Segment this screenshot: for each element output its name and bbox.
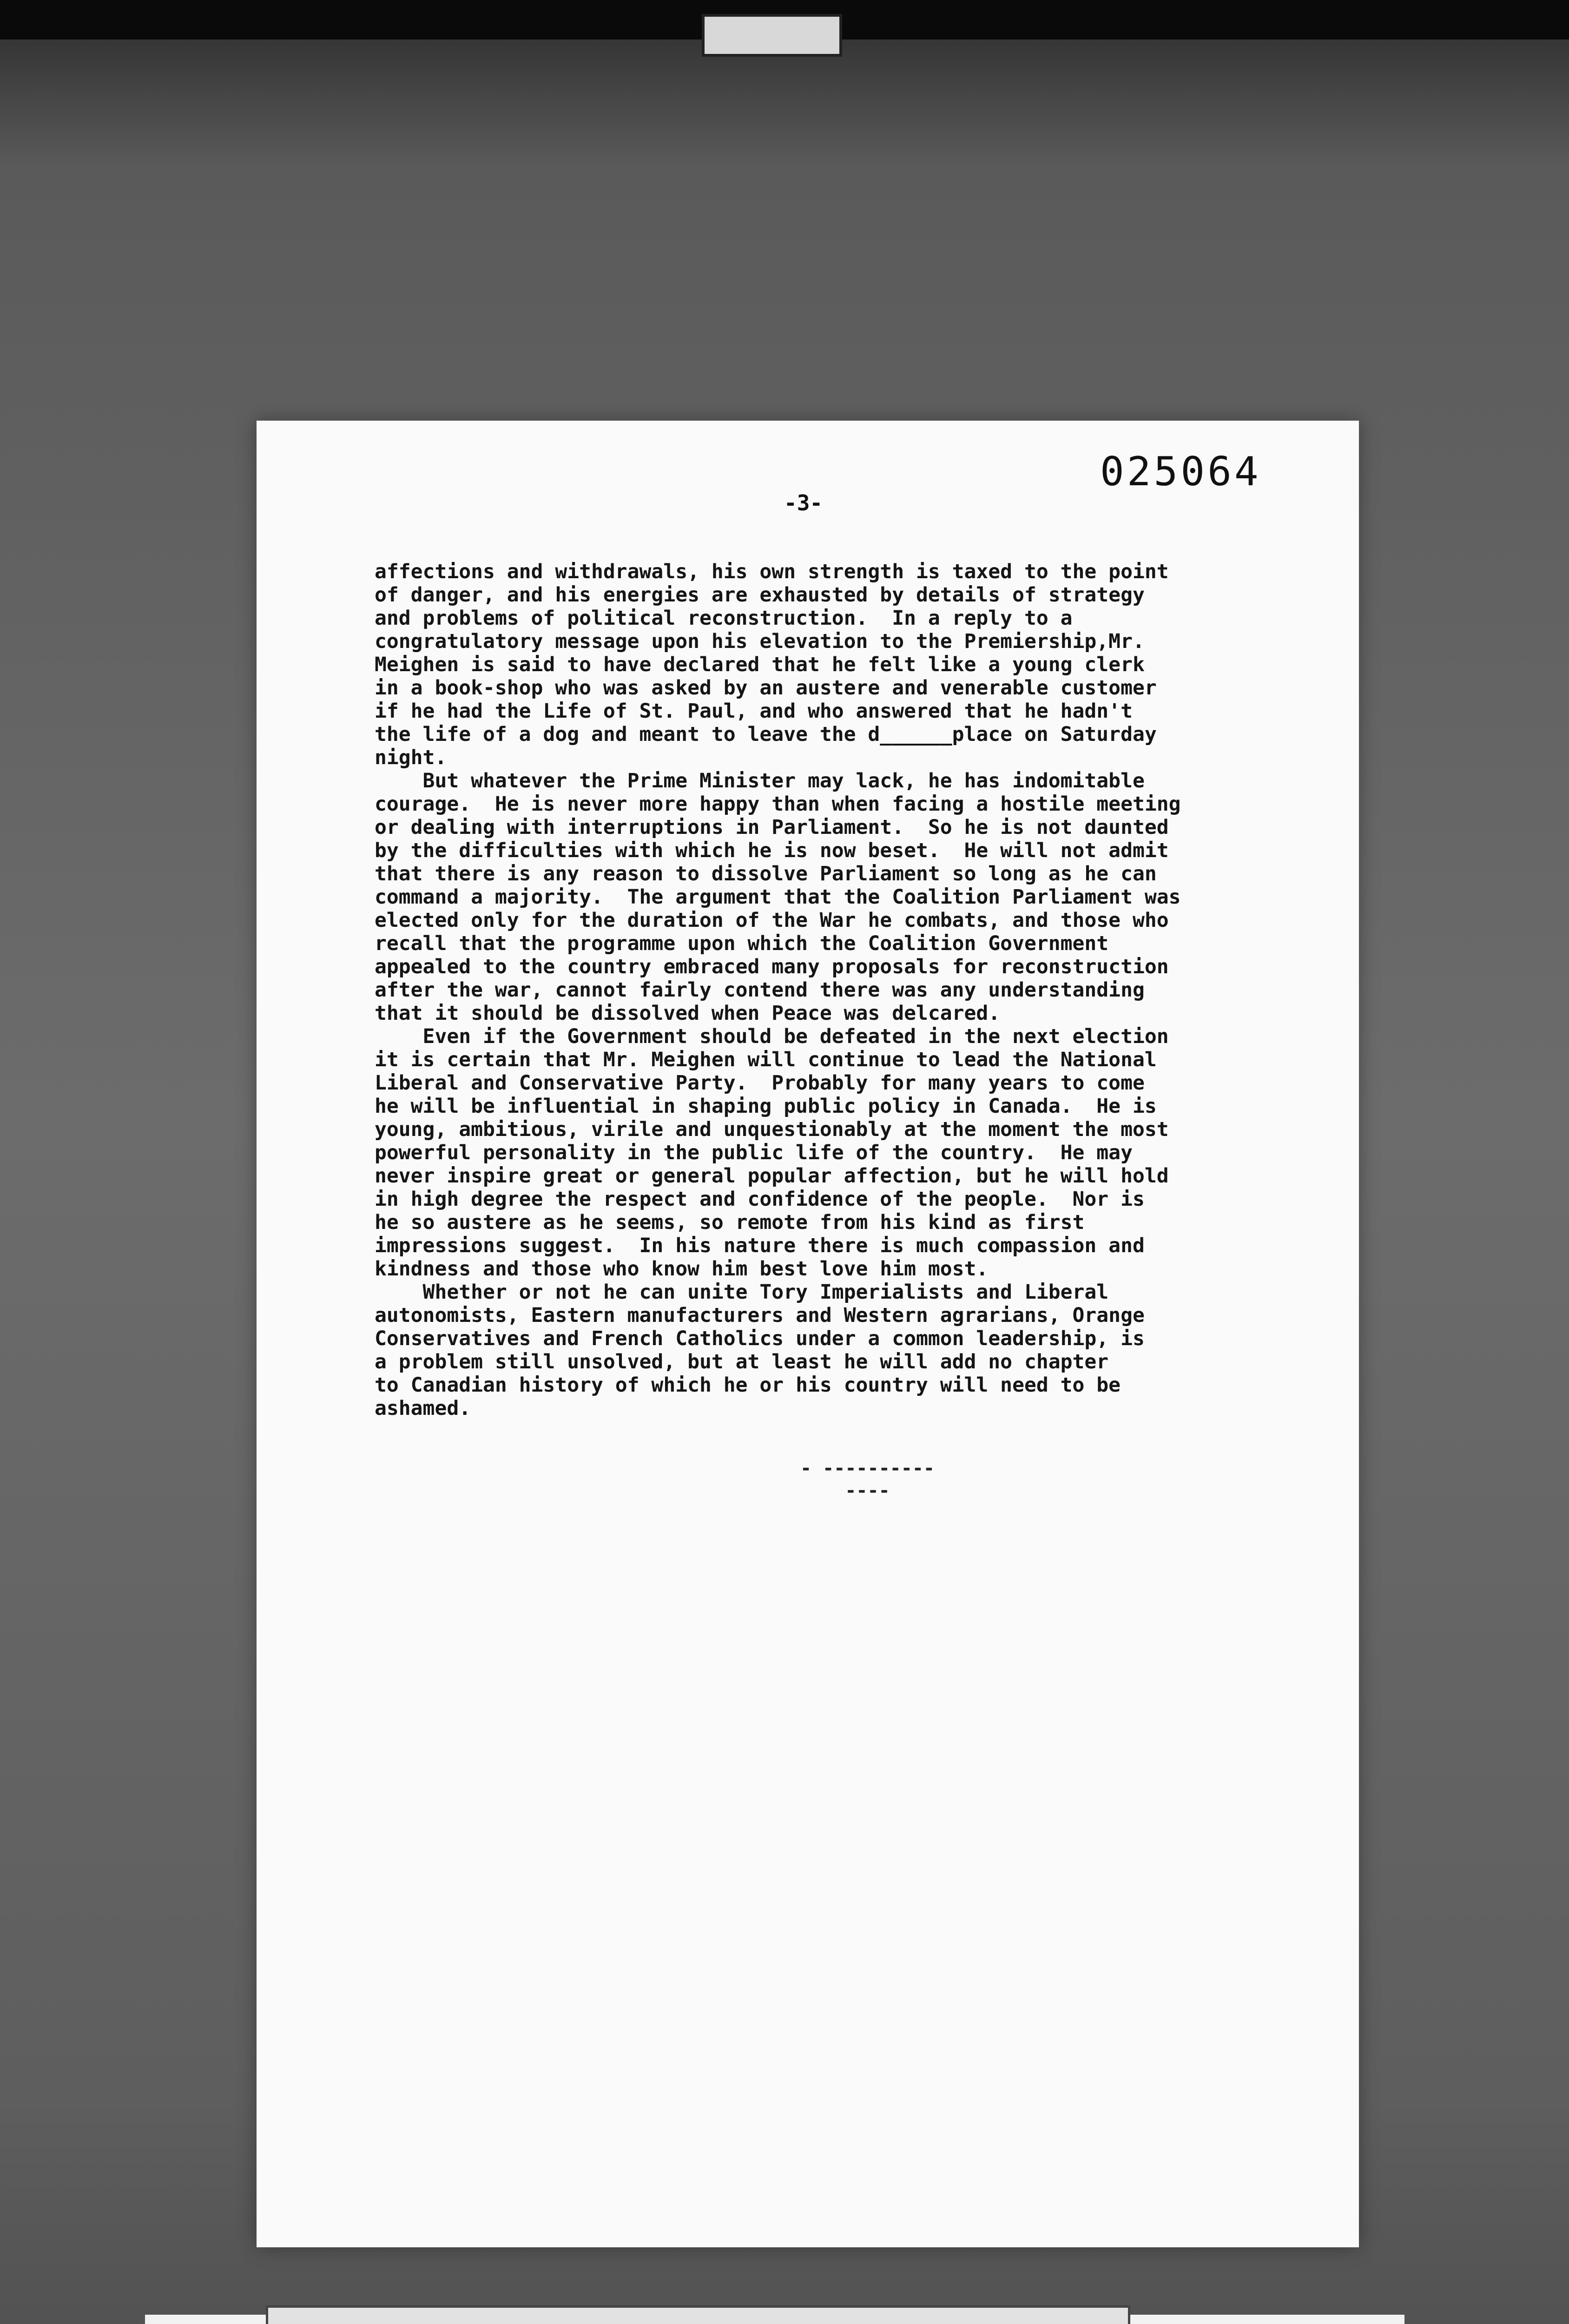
film-tab	[702, 14, 842, 57]
typed-document-page	[257, 421, 1359, 2247]
paragraph-2: But whatever the Prime Minister may lack, he has indomitable courage. He is never more happy than when facing a hostile meeting or dealing with interruptions in Parliament. So he is not daunted by the difficulties with which he is now beset. He will not admit that there is any reason to dissolve Parliament so long as he can command a majority. The argument that the Coalition Parliament was elected only for the duration of the War he combats, and those who recall that the programme upon which the Coalition Government appealed to the country embraced many proposals for reconstruction after the war, cannot fairly contend there was any understanding that it should be dissolved when Peace was delcared.	[375, 769, 1181, 1025]
paragraph-4: Whether or not he can unite Tory Imperialists and Liberal autonomists, Eastern manufacturers and Western agrarians, Orange Conservatives and French Catholics under a common leadership, is a problem still unsolved, but at least he will add no chapter to Canadian history of which he or his country will need to be ashamed.	[375, 1281, 1145, 1420]
document-body	[375, 560, 1351, 1420]
end-rule: - ---------- ----	[800, 1458, 935, 1501]
paragraph-3: Even if the Government should be defeated in the next election it is certain that Mr. Meighen will continue to lead the National Liberal and Conservative Party. Probably for many years to come he will be influential in shaping public policy in Canada. He is young, ambitious, virile and unquestionably at the moment the most powerful personality in the public life of the country. He may never inspire great or general popular affection, but he will hold in high degree the respect and confidence of the people. Nor is he so austere as he seems, so remote from his kind as first impressions suggest. In his nature there is much compassion and kindness and those who know him best love him most.	[375, 1025, 1169, 1281]
paragraph-1: affections and withdrawals, his own strength is taxed to the point of danger, and his energies are exhausted by details of strategy and problems of political reconstruction. In a reply to a congratulatory message upon his elevation to the Premiership,Mr. Meighen is said to have declared that he felt like a young clerk in a book-shop who was asked by an austere and venerable customer if he had the Life of St. Paul, and who answered that he hadn't the life of a dog and meant to leave the d______place on Saturday night.	[375, 560, 1169, 769]
page-number: -3-	[784, 490, 823, 515]
document-number: 025064	[1100, 449, 1261, 495]
series-reference-strip	[266, 2305, 1130, 2324]
